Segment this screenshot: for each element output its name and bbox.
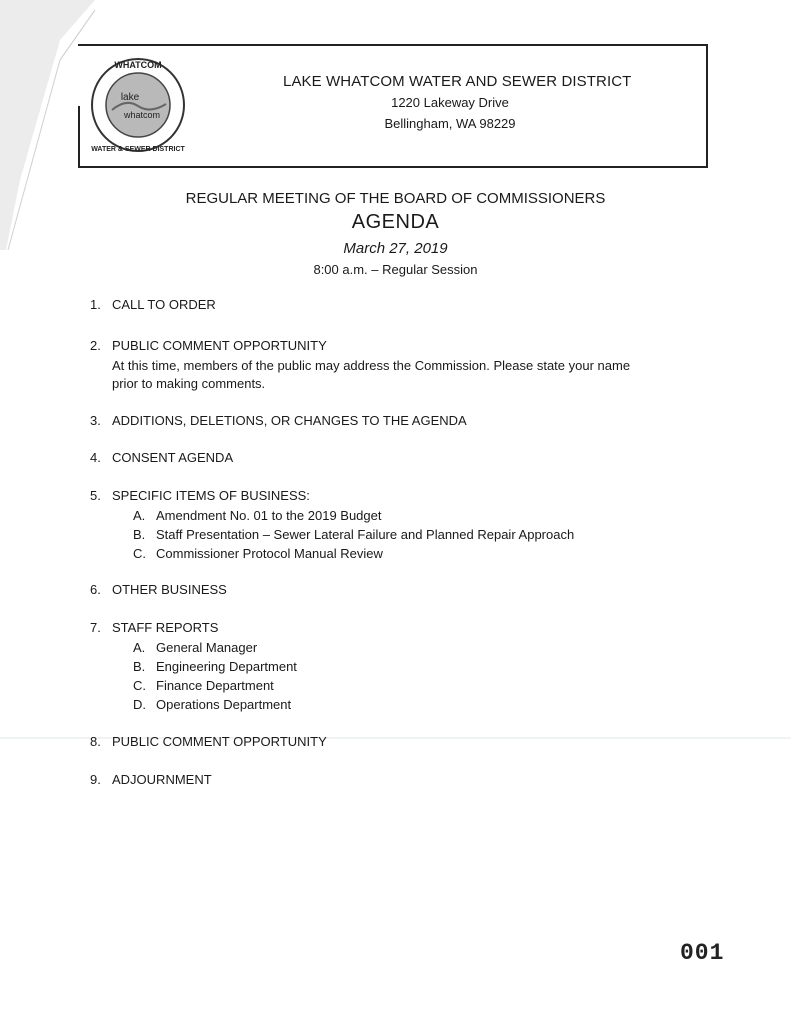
item-number: 1. (90, 297, 101, 312)
agenda-item-public-comment-2 (90, 734, 327, 749)
subitem-label: Amendment No. 01 to the 2019 Budget (156, 508, 382, 523)
business-subitem (133, 546, 383, 561)
district-city-address: Bellingham, WA 98229 (384, 116, 516, 131)
item-number: 6. (90, 582, 101, 597)
agenda-item-agenda-changes (90, 413, 467, 428)
item-label: SPECIFIC ITEMS OF BUSINESS: (112, 488, 310, 503)
seal-top-text: WHATCOM (114, 60, 162, 70)
staff-report-subitem (133, 678, 274, 693)
district-name: LAKE WHATCOM WATER AND SEWER DISTRICT (283, 73, 632, 90)
item-number: 9. (90, 772, 101, 787)
item-number: 5. (90, 488, 101, 503)
item-label: ADDITIONS, DELETIONS, OR CHANGES TO THE AGENDA (112, 413, 467, 428)
item-label: CONSENT AGENDA (112, 450, 234, 465)
subitem-letter: A. (133, 508, 146, 523)
subitem-label: Finance Department (156, 678, 274, 693)
meeting-date: March 27, 2019 (343, 240, 448, 257)
staff-report-subitem (133, 640, 257, 655)
public-comment-description-line-1: At this time, members of the public may address the Commission. Please state your name (112, 358, 631, 373)
item-label: CALL TO ORDER (112, 297, 216, 312)
item-label: OTHER BUSINESS (112, 582, 227, 597)
subitem-letter: B. (133, 527, 146, 542)
business-subitem (133, 527, 574, 542)
staff-report-subitem (133, 697, 291, 712)
page-number-stamp: 001 (680, 940, 725, 966)
public-comment-description-line-2: prior to making comments. (112, 376, 266, 391)
agenda-item-other-business (90, 582, 227, 597)
subitem-label: Staff Presentation – Sewer Lateral Failure and Planned Repair Approach (156, 527, 575, 542)
district-street-address: 1220 Lakeway Drive (391, 95, 509, 110)
business-subitem (133, 508, 382, 523)
item-label: STAFF REPORTS (112, 620, 219, 635)
agenda-item-specific-business (90, 488, 310, 503)
agenda-item-staff-reports (90, 620, 218, 635)
staff-report-subitem (133, 659, 297, 674)
item-number: 7. (90, 620, 101, 635)
item-label: ADJOURNMENT (112, 772, 212, 787)
seal-bottom-text: WATER & SEWER DISTRICT (91, 146, 185, 153)
session-time: 8:00 a.m. – Regular Session (313, 262, 478, 277)
subitem-label: Commissioner Protocol Manual Review (156, 546, 383, 561)
item-number: 8. (90, 734, 101, 749)
agenda-heading: AGENDA (351, 211, 440, 233)
subitem-letter: C. (133, 546, 146, 561)
agenda-item-public-comment (90, 338, 327, 353)
seal-center-text-1: lake (120, 92, 140, 103)
subitem-label: Operations Department (156, 697, 292, 712)
item-number: 3. (90, 413, 101, 428)
subitem-letter: C. (133, 678, 146, 693)
meeting-title: REGULAR MEETING OF THE BOARD OF COMMISSIONERS (185, 190, 606, 207)
agenda-item-adjournment (90, 772, 212, 787)
letterhead-box-edge (78, 106, 80, 166)
subitem-label: Engineering Department (156, 659, 297, 674)
agenda-item-call-to-order (90, 297, 216, 312)
subitem-letter: B. (133, 659, 146, 674)
item-label: PUBLIC COMMENT OPPORTUNITY (112, 338, 327, 353)
subitem-label: General Manager (156, 640, 258, 655)
item-number: 4. (90, 450, 101, 465)
seal-center-text-2: whatcom (123, 110, 161, 120)
district-seal-logo (86, 50, 186, 160)
subitem-letter: A. (133, 640, 146, 655)
item-label: PUBLIC COMMENT OPPORTUNITY (112, 734, 327, 749)
agenda-item-consent-agenda (90, 450, 233, 465)
item-number: 2. (90, 338, 101, 353)
subitem-letter: D. (133, 697, 146, 712)
